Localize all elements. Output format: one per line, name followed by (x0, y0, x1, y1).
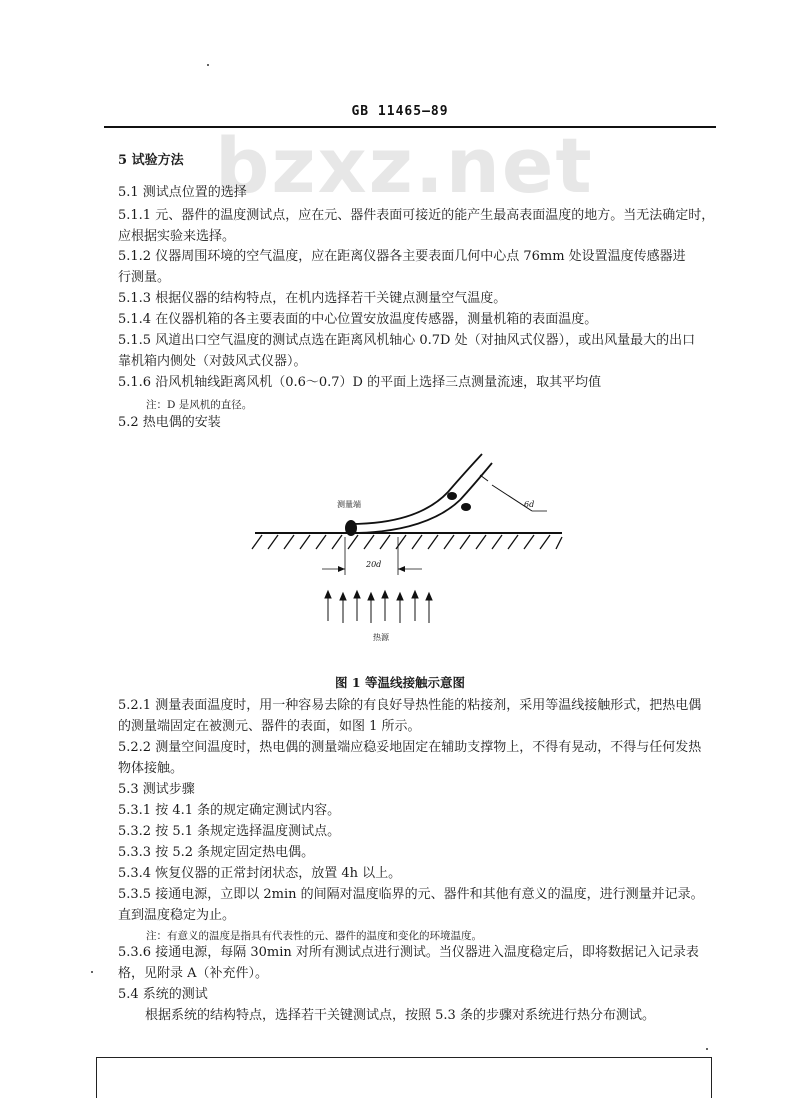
clause-5-2-1-line1: 5.2.1 测量表面温度时，用一种容易去除的有良好导热性能的粘接剂，采用等温线接触形式，把热电偶 (118, 698, 702, 713)
note-fan-diameter: 注：D 是风机的直径。 (146, 399, 253, 411)
label-heat-source: 热源 (373, 633, 389, 642)
thermocouple-wire-upper (350, 454, 482, 524)
clause-5-1-3: 5.1.3 根据仪器的结构特点，在机内选择若干关键点测量空气温度。 (118, 291, 507, 306)
footer-frame (96, 1057, 712, 1098)
clause-5-3-5-line2: 直到温度稳定为止。 (118, 908, 236, 923)
label-6d: 6d (524, 500, 535, 509)
surface-hatching (252, 535, 562, 549)
watermark: bzxz.net (215, 121, 594, 210)
clause-5-1-1-line1: 5.1.1 元、器件的温度测试点，应在元、器件表面可接近的能产生最高表面温度的地方。当无法确定时， (118, 208, 715, 223)
heat-source-arrows (325, 591, 432, 623)
clause-5-1-5-line1: 5.1.5 风道出口空气温度的测试点选在距离风机轴心 0.7D 处（对抽风式仪器），或出风量最大的出口 (118, 333, 696, 348)
clause-5-4: 5.4 系统的测试 (118, 987, 208, 1002)
label-20d: 20d (366, 560, 382, 569)
clause-5-1-4: 5.1.4 在仪器机箱的各主要表面的中心位置安放温度传感器，测量机箱的表面温度。 (118, 312, 598, 327)
clause-5-3: 5.3 测试步骤 (118, 782, 195, 797)
clause-5-1: 5.1 测试点位置的选择 (118, 185, 247, 200)
clause-5-1-2-line2: 行测量。 (118, 270, 171, 285)
figure-1-isothermal-contact-diagram (240, 445, 580, 660)
label-measuring-end: 测量端 (337, 500, 361, 509)
figure-1-caption: 图 1 等温线接触示意图 (335, 675, 465, 690)
wire-clip-2 (461, 503, 471, 511)
clause-5-2: 5.2 热电偶的安装 (118, 415, 221, 430)
measuring-junction (345, 520, 357, 536)
clause-5-4-text: 根据系统的结构特点，选择若干关键测试点，按照 5.3 条的步骤对系统进行热分布测试。 (145, 1008, 655, 1023)
clause-5-3-4: 5.3.4 恢复仪器的正常封闭状态，放置 4h 以上。 (118, 866, 402, 881)
standard-code-header: GB 11465—89 (351, 104, 449, 119)
clause-5-1-5-line2: 靠机箱内侧处（对鼓风式仪器）。 (118, 354, 307, 369)
clause-5-3-6-line1: 5.3.6 接通电源，每隔 30min 对所有测试点进行测试。当仪器进入温度稳定后，即将数据记入记录表 (118, 945, 699, 960)
clause-5-2-2-line1: 5.2.2 测量空间温度时，热电偶的测量端应稳妥地固定在辅助支撑物上，不得有晃动，不得与任何发热 (118, 740, 702, 755)
clause-5-1-2-line1: 5.1.2 仪器周围环境的空气温度，应在距离仪器各主要表面几何中心点 76mm 处设置温度传感器进 (118, 249, 686, 264)
clause-5-1-6: 5.1.6 沿风机轴线距离风机（0.6～0.7）D 的平面上选择三点测量流速，取其平均值 (118, 375, 602, 390)
clause-5-3-2: 5.3.2 按 5.1 条规定选择温度测试点。 (118, 824, 341, 839)
header-rule (104, 126, 716, 128)
clause-5-1-1-line2: 应根据实验来选择。 (118, 229, 236, 244)
clause-5-3-6-line2: 格，见附录 A（补充件）。 (118, 966, 269, 981)
wire-clip-1 (447, 492, 457, 500)
clause-5-3-3: 5.3.3 按 5.2 条规定固定热电偶。 (118, 845, 315, 860)
section-5-heading: 5 试验方法 (118, 153, 184, 168)
clause-5-2-2-line2: 物体接触。 (118, 761, 184, 776)
note-meaningful-temperature: 注：有意义的温度是指具有代表性的元、器件的温度和变化的环境温度。 (146, 930, 482, 942)
clause-5-2-1-line2: 的测量端固定在被测元、器件的表面，如图 1 所示。 (118, 719, 421, 734)
clause-5-3-1: 5.3.1 按 4.1 条的规定确定测试内容。 (118, 803, 341, 818)
clause-5-3-5-line1: 5.3.5 接通电源，立即以 2min 的间隔对温度临界的元、器件和其他有意义的温度，进行测量并记录。 (118, 887, 704, 902)
scan-speck (706, 1048, 708, 1050)
scan-speck (91, 971, 93, 973)
scan-speck (207, 64, 209, 66)
